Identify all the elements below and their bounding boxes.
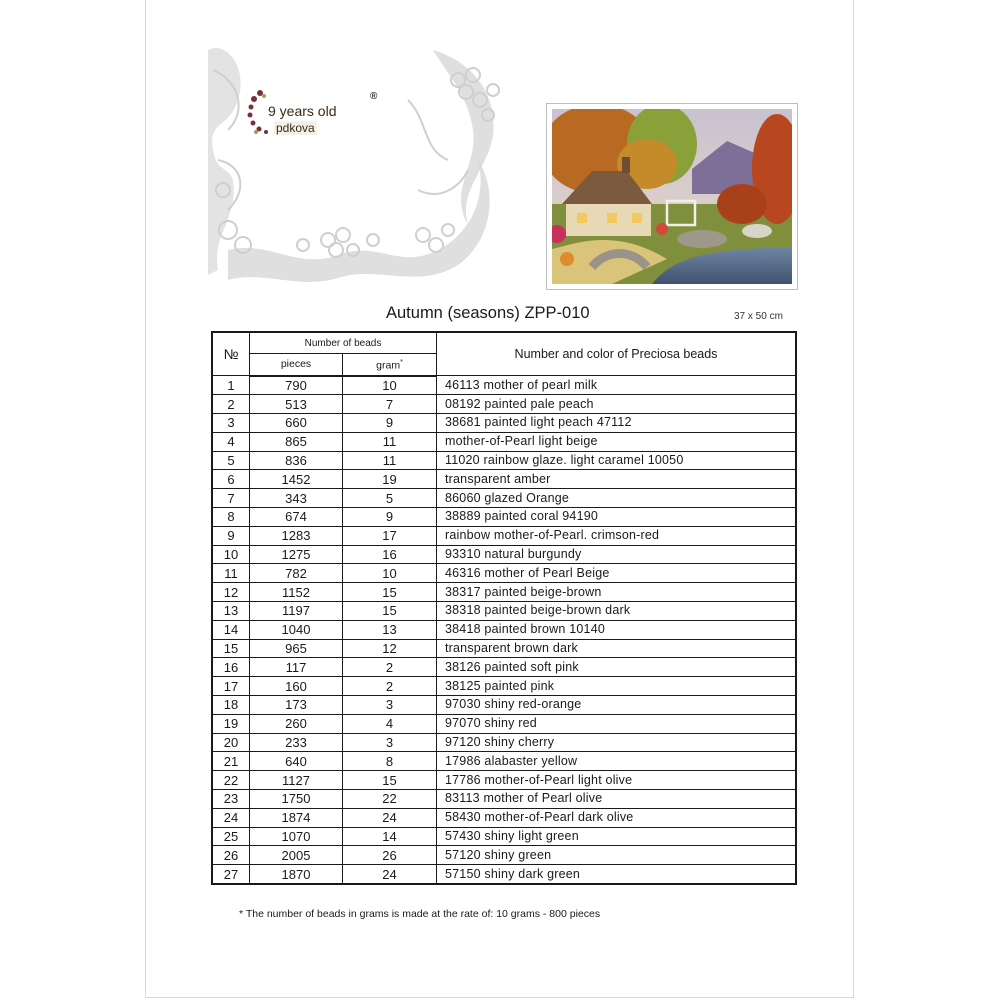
pieces-cell: 965 xyxy=(250,639,343,658)
pieces-cell: 117 xyxy=(250,658,343,677)
color-cell: 46316 mother of Pearl Beige xyxy=(437,564,797,583)
table-row xyxy=(212,677,796,696)
pattern-preview-image xyxy=(546,103,798,290)
row-number: 15 xyxy=(212,639,250,658)
gram-cell: 22 xyxy=(343,790,437,809)
gram-cell: 11 xyxy=(343,451,437,470)
table-row xyxy=(212,489,796,508)
gram-cell: 2 xyxy=(343,677,437,696)
pieces-cell: 836 xyxy=(250,451,343,470)
gram-cell: 2 xyxy=(343,658,437,677)
col-header-gram xyxy=(343,354,437,376)
table-row xyxy=(212,470,796,489)
gram-cell: 26 xyxy=(343,846,437,865)
pieces-cell: 640 xyxy=(250,752,343,771)
row-number: 14 xyxy=(212,620,250,639)
gram-cell: 11 xyxy=(343,432,437,451)
color-cell: mother-of-Pearl light beige xyxy=(437,432,797,451)
pieces-cell: 260 xyxy=(250,714,343,733)
pieces-cell: 782 xyxy=(250,564,343,583)
table-row xyxy=(212,658,796,677)
color-cell: 38681 painted light peach 47112 xyxy=(437,414,797,433)
row-number: 12 xyxy=(212,583,250,602)
row-number: 2 xyxy=(212,395,250,414)
row-number: 17 xyxy=(212,677,250,696)
table-row xyxy=(212,696,796,715)
row-number: 6 xyxy=(212,470,250,489)
instruction-sheet xyxy=(145,0,854,998)
col-header-no: № xyxy=(212,332,250,376)
gram-cell: 24 xyxy=(343,865,437,884)
table-row xyxy=(212,451,796,470)
color-cell: 11020 rainbow glaze. light caramel 10050 xyxy=(437,451,797,470)
col-header-gram-mark: * xyxy=(400,359,403,366)
color-cell: 08192 painted pale peach xyxy=(437,395,797,414)
pieces-cell: 173 xyxy=(250,696,343,715)
col-header-pieces: pieces xyxy=(250,354,343,376)
col-header-color: Number and color of Preciosa beads xyxy=(437,332,797,376)
table-row xyxy=(212,790,796,809)
table-row xyxy=(212,846,796,865)
color-cell: 17986 alabaster yellow xyxy=(437,752,797,771)
color-cell: rainbow mother-of-Pearl. crimson-red xyxy=(437,526,797,545)
gram-cell: 15 xyxy=(343,771,437,790)
gram-cell: 15 xyxy=(343,602,437,621)
table-row xyxy=(212,508,796,527)
table-row xyxy=(212,432,796,451)
color-cell: 38318 painted beige-brown dark xyxy=(437,602,797,621)
pieces-cell: 674 xyxy=(250,508,343,527)
pieces-cell: 2005 xyxy=(250,846,343,865)
gram-cell: 17 xyxy=(343,526,437,545)
row-number: 10 xyxy=(212,545,250,564)
table-row xyxy=(212,620,796,639)
bead-table-body xyxy=(212,376,796,885)
gram-cell: 4 xyxy=(343,714,437,733)
row-number: 13 xyxy=(212,602,250,621)
table-row xyxy=(212,714,796,733)
color-cell: 38126 painted soft pink xyxy=(437,658,797,677)
gram-cell: 8 xyxy=(343,752,437,771)
gram-cell: 9 xyxy=(343,508,437,527)
pieces-cell: 1127 xyxy=(250,771,343,790)
pieces-cell: 1197 xyxy=(250,602,343,621)
color-cell: 97070 shiny red xyxy=(437,714,797,733)
pieces-cell: 865 xyxy=(250,432,343,451)
color-cell: 97030 shiny red-orange xyxy=(437,696,797,715)
page-title: Autumn (seasons) ZPP-010 xyxy=(386,304,590,322)
color-cell: 57430 shiny light green xyxy=(437,827,797,846)
color-cell: 97120 shiny cherry xyxy=(437,733,797,752)
table-row xyxy=(212,827,796,846)
row-number: 27 xyxy=(212,865,250,884)
color-cell: 38125 painted pink xyxy=(437,677,797,696)
gram-cell: 15 xyxy=(343,583,437,602)
row-number: 16 xyxy=(212,658,250,677)
canvas-size: 37 x 50 cm xyxy=(734,311,783,322)
pieces-cell: 1275 xyxy=(250,545,343,564)
table-row xyxy=(212,602,796,621)
pieces-cell: 790 xyxy=(250,376,343,395)
row-number: 8 xyxy=(212,508,250,527)
color-cell: 58430 mother-of-Pearl dark olive xyxy=(437,808,797,827)
gram-cell: 16 xyxy=(343,545,437,564)
gram-cell: 12 xyxy=(343,639,437,658)
pieces-cell: 1152 xyxy=(250,583,343,602)
pieces-cell: 343 xyxy=(250,489,343,508)
brand-name-line2: pdkova xyxy=(276,121,315,135)
pieces-cell: 233 xyxy=(250,733,343,752)
bead-table xyxy=(211,331,797,885)
gram-cell: 9 xyxy=(343,414,437,433)
col-header-number-of-beads: Number of beads xyxy=(250,332,437,354)
pieces-cell: 160 xyxy=(250,677,343,696)
row-number: 25 xyxy=(212,827,250,846)
table-row xyxy=(212,733,796,752)
row-number: 24 xyxy=(212,808,250,827)
table-row xyxy=(212,583,796,602)
table-row xyxy=(212,376,796,395)
row-number: 9 xyxy=(212,526,250,545)
gram-cell: 3 xyxy=(343,696,437,715)
row-number: 4 xyxy=(212,432,250,451)
gram-cell: 13 xyxy=(343,620,437,639)
color-cell: 57150 shiny dark green xyxy=(437,865,797,884)
table-row xyxy=(212,865,796,884)
color-cell: 83113 mother of Pearl olive xyxy=(437,790,797,809)
gram-cell: 19 xyxy=(343,470,437,489)
row-number: 20 xyxy=(212,733,250,752)
registered-mark: ® xyxy=(370,91,378,102)
brand-name-line1: 9 years old xyxy=(268,103,337,119)
gram-cell: 5 xyxy=(343,489,437,508)
color-cell: 38889 painted coral 94190 xyxy=(437,508,797,527)
row-number: 19 xyxy=(212,714,250,733)
gram-cell: 24 xyxy=(343,808,437,827)
row-number: 23 xyxy=(212,790,250,809)
floral-ornament-icon xyxy=(208,40,508,285)
table-row xyxy=(212,564,796,583)
brand-logo xyxy=(246,85,381,140)
row-number: 5 xyxy=(212,451,250,470)
pieces-cell: 1874 xyxy=(250,808,343,827)
row-number: 18 xyxy=(212,696,250,715)
pieces-cell: 513 xyxy=(250,395,343,414)
color-cell: 57120 shiny green xyxy=(437,846,797,865)
row-number: 26 xyxy=(212,846,250,865)
color-cell: transparent amber xyxy=(437,470,797,489)
table-row xyxy=(212,395,796,414)
row-number: 7 xyxy=(212,489,250,508)
gram-cell: 14 xyxy=(343,827,437,846)
pieces-cell: 1452 xyxy=(250,470,343,489)
gram-cell: 10 xyxy=(343,376,437,395)
pieces-cell: 1750 xyxy=(250,790,343,809)
row-number: 1 xyxy=(212,376,250,395)
pieces-cell: 1870 xyxy=(250,865,343,884)
landscape-painting-icon xyxy=(552,109,792,284)
row-number: 3 xyxy=(212,414,250,433)
table-row xyxy=(212,752,796,771)
table-row xyxy=(212,639,796,658)
row-number: 21 xyxy=(212,752,250,771)
color-cell: transparent brown dark xyxy=(437,639,797,658)
color-cell: 38418 painted brown 10140 xyxy=(437,620,797,639)
table-row xyxy=(212,771,796,790)
pieces-cell: 1070 xyxy=(250,827,343,846)
color-cell: 38317 painted beige-brown xyxy=(437,583,797,602)
color-cell: 93310 natural burgundy xyxy=(437,545,797,564)
gram-cell: 7 xyxy=(343,395,437,414)
pieces-cell: 1283 xyxy=(250,526,343,545)
row-number: 22 xyxy=(212,771,250,790)
gram-cell: 10 xyxy=(343,564,437,583)
gram-cell: 3 xyxy=(343,733,437,752)
color-cell: 86060 glazed Orange xyxy=(437,489,797,508)
pieces-cell: 1040 xyxy=(250,620,343,639)
pieces-cell: 660 xyxy=(250,414,343,433)
footnote: * The number of beads in grams is made at the rate of: 10 grams - 800 pieces xyxy=(239,908,601,920)
table-row xyxy=(212,545,796,564)
color-cell: 17786 mother-of-Pearl light olive xyxy=(437,771,797,790)
table-row xyxy=(212,526,796,545)
table-row xyxy=(212,414,796,433)
col-header-gram-label: gram xyxy=(376,359,401,372)
color-cell: 46113 mother of pearl milk xyxy=(437,376,797,395)
table-row xyxy=(212,808,796,827)
row-number: 11 xyxy=(212,564,250,583)
